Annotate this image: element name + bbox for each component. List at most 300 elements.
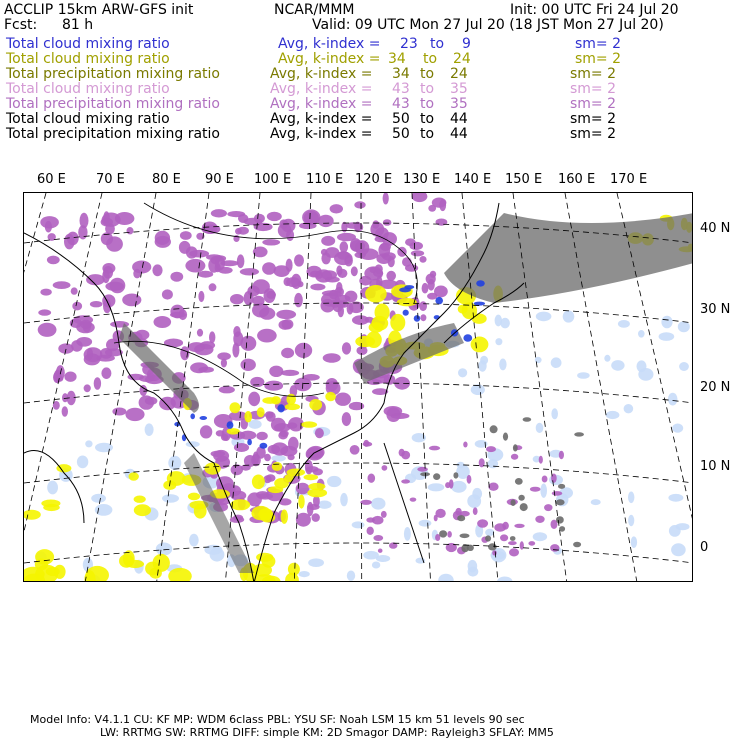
precip-purple-patch [286,259,293,272]
precip-purple-patch [486,446,496,452]
precip-purple-patch [382,465,388,471]
model-info-line2: LW: RRTMG SW: RRTMG DIFF: simple KM: 2D Smagor DAMP: Rayleigh3 SFLAY: MM5 [100,726,554,739]
cloud-blue-patch [247,439,252,445]
precip-purple-patch [234,443,249,452]
precip-purple-patch [53,281,71,289]
cloud-yellow-patch [298,495,304,509]
valid-time: Valid: 09 UTC Mon 27 Jul 20 (18 JST Mon 27 Jul 20) [312,17,664,33]
cloud-yellow-patch [272,462,283,471]
field-smooth: sm= 2 [575,51,622,67]
cloud-lightblue-patch [145,423,154,436]
precip-purple-patch [411,250,424,256]
precip-purple-patch [323,353,341,363]
precip-purple-patch [383,193,389,205]
precip-purple-patch [307,502,314,516]
weather-map [24,193,693,582]
precip-purple-patch [170,272,183,282]
precip-purple-patch [256,432,267,440]
field-k-from: 50 [392,126,410,142]
precip-purple-patch [90,301,103,307]
cloud-lightblue-patch [536,312,552,322]
precip-purple-patch [315,428,324,438]
cloud-lightblue-patch [577,372,590,379]
cloud-blue-patch [200,416,208,420]
precip-purple-patch [409,242,423,250]
cloud-yellow-patch [252,475,265,490]
precip-purple-patch [197,329,203,337]
precip-purple-patch [84,384,91,392]
precip-purple-patch [310,284,325,291]
precip-purple-patch [380,243,391,251]
cloud-blue-patch [414,315,421,322]
field-name: Total cloud mixing ratio [6,111,170,127]
precip-purple-patch [262,262,276,275]
precip-purple-patch [276,310,296,319]
cloud-gray-patch [520,503,528,511]
precip-purple-patch [185,259,205,273]
latitude-line [24,463,693,483]
cloud-lightblue-patch [77,456,88,469]
precip-purple-patch [434,286,448,298]
precip-purple-patch [435,509,445,518]
field-name: Total cloud mixing ratio [6,51,170,67]
forecast-hour: 81 h [62,17,94,33]
field-row [0,37,740,52]
cloud-gray-patch [460,534,470,539]
cloud-lightblue-patch [624,404,634,413]
longitude-label: 170 E [610,172,648,187]
cloud-lightblue-patch [340,493,348,506]
precip-purple-patch [209,283,217,291]
cloud-lightblue-patch [497,577,512,583]
precip-purple-patch [265,411,274,418]
precip-purple-patch [372,516,384,525]
precip-purple-patch [509,548,519,556]
cloud-lightblue-patch [679,362,689,371]
longitude-label: 110 E [306,172,344,187]
cloud-lightblue-patch [271,455,286,461]
precip-purple-patch [162,289,173,299]
cloud-yellow-patch [262,397,278,404]
cloud-lightblue-patch [606,411,620,419]
cloud-yellow-patch [281,510,288,524]
field-k-to: 44 [450,111,468,127]
field-row [0,97,740,112]
precip-purple-patch [375,264,383,273]
cloud-yellow-patch [325,392,336,401]
precip-purple-patch [535,516,544,523]
cloud-yellow-patch [41,500,60,508]
field-k-to: 9 [462,36,471,52]
cloud-lightblue-patch [419,520,432,527]
precip-purple-patch [208,258,219,273]
precip-purple-patch [266,291,276,299]
cloud-lightblue-patch [372,562,380,569]
cloud-lightblue-patch [672,424,683,433]
precip-purple-patch [357,346,368,355]
field-k-to: 24 [450,66,468,82]
longitude-label: 80 E [152,172,181,187]
cloud-yellow-patch [471,337,489,353]
cloud-lightblue-patch [438,574,453,582]
field-smooth: sm= 2 [570,126,617,142]
precip-purple-patch [170,312,186,318]
precip-purple-patch [269,366,283,377]
cloud-blue-patch [434,315,440,319]
cloud-lightblue-patch [671,543,686,556]
precip-purple-patch [405,264,418,272]
precip-purple-patch [488,483,498,491]
precip-purple-patch [350,445,360,455]
cloud-lightblue-patch [604,355,610,362]
precip-purple-patch [426,274,436,285]
cloud-lightblue-patch [563,310,575,322]
field-k-from: 43 [392,96,410,112]
precip-purple-patch [257,493,273,499]
cloud-blue-patch [190,413,195,419]
latitude-label: 10 N [700,459,731,474]
cloud-lightblue-patch [472,488,482,500]
cloud-lightblue-patch [551,408,558,419]
cloud-blue-patch [463,334,472,342]
cloud-yellow-patch [308,483,325,490]
field-to-label: to [420,81,435,97]
cloud-yellow-patch [227,428,240,434]
precip-purple-patch [200,425,212,438]
field-name: Total precipitation mixing ratio [6,96,220,112]
precip-purple-patch [552,491,563,496]
cloud-gray-patch [433,473,440,480]
precip-purple-patch [318,215,334,227]
field-smooth: sm= 2 [575,36,622,52]
precip-purple-patch [494,523,506,531]
cloud-lightblue-patch [480,356,488,365]
cloud-lightblue-patch [85,440,92,447]
precip-purple-patch [198,271,213,278]
precip-purple-patch [351,266,358,276]
cloud-yellow-patch [286,394,296,405]
precip-purple-patch [429,446,440,451]
precip-purple-patch [254,223,273,231]
precip-purple-patch [467,475,472,484]
precip-purple-patch [211,209,227,217]
precip-purple-patch [194,344,213,356]
precip-purple-patch [330,300,340,308]
precip-purple-patch [349,402,364,410]
cloud-lightblue-patch [168,456,181,470]
cloud-gray-patch [511,499,516,506]
field-to-label: to [423,51,438,67]
field-to-label: to [430,36,445,52]
cloud-gray-patch [574,432,584,436]
field-avg: Avg, k-index = [270,66,373,82]
latitude-label: 0 [700,540,709,555]
precip-purple-patch [238,214,248,223]
precip-purple-patch [40,216,59,228]
field-avg: Avg, k-index = [270,81,373,97]
field-k-to: 35 [450,81,468,97]
precip-purple-patch [304,211,319,225]
cloud-lightblue-patch [471,384,485,395]
precip-purple-patch [101,367,111,379]
longitude-label: 160 E [558,172,596,187]
plot-title: ACCLIP 15km ARW-GFS init [4,2,194,18]
precip-purple-patch [94,377,101,390]
precip-purple-patch [445,482,450,488]
precip-purple-patch [267,212,282,221]
cloud-blue-patch [227,421,234,429]
precip-purple-patch [325,247,339,258]
longitude-label: 70 E [96,172,125,187]
precip-purple-patch [84,353,101,365]
precip-purple-patch [72,302,82,311]
cloud-lightblue-patch [95,504,113,516]
cloud-gray-patch [457,515,465,521]
field-name: Total cloud mixing ratio [6,36,170,52]
precip-purple-patch [514,524,524,528]
precip-purple-patch [313,468,323,475]
precip-purple-patch [155,236,171,248]
field-row [0,67,740,82]
cloud-gray-patch [573,542,581,548]
precip-purple-patch [550,544,559,552]
precip-purple-patch [264,381,283,391]
field-avg: Avg, k-index = [278,36,381,52]
cloud-gray-patch [453,472,458,478]
cloud-yellow-patch [365,285,387,303]
precip-purple-patch [64,372,76,382]
precip-purple-patch [281,370,299,376]
cloud-lightblue-patch [327,476,341,487]
precip-purple-patch [530,487,541,492]
precip-purple-patch [262,239,280,245]
precip-purple-patch [40,289,51,296]
cloud-lightblue-patch [371,498,385,510]
cloud-lightblue-patch [628,492,634,504]
precip-purple-patch [352,315,369,325]
field-smooth: sm= 2 [570,111,617,127]
precip-purple-patch [232,343,239,358]
latitude-line [24,383,693,403]
precip-purple-patch [154,316,172,328]
cloud-lightblue-patch [628,515,634,526]
cloud-lightblue-patch [162,494,179,503]
cloud-lightblue-patch [591,499,601,505]
precip-purple-patch [240,268,259,275]
cloud-lightblue-patch [347,571,355,581]
precip-purple-patch [244,291,254,305]
cloud-blue-patch [476,280,485,286]
cloud-lightblue-patch [638,368,653,381]
precip-purple-patch [106,339,119,352]
precip-purple-patch [198,291,204,302]
cloud-gray-patch [503,433,508,441]
cloud-lightblue-patch [678,321,690,332]
cloud-blue-patch [404,285,414,289]
longitude-label: 140 E [454,172,492,187]
field-k-from: 43 [392,81,410,97]
cloud-yellow-patch [472,314,487,324]
precip-purple-patch [250,377,264,387]
precip-purple-patch [110,278,126,293]
cloud-lightblue-patch [363,551,379,560]
model-info-line1: Model Info: V4.1.1 CU: KF MP: WDM 6class PBL: YSU SF: Noah LSM 15 km 51 levels 90 sec [30,713,525,726]
field-row [0,82,740,97]
precip-purple-patch [125,408,144,421]
cloud-lightblue-patch [47,481,58,495]
cloud-lightblue-patch [551,357,562,368]
cloud-yellow-patch [397,298,417,306]
cloud-gray-patch [518,495,524,501]
cloud-gray-patch [523,417,532,422]
precip-purple-patch [282,319,294,329]
cloud-yellow-patch [268,486,283,493]
field-to-label: to [420,66,435,82]
cloud-yellow-patch [301,421,317,427]
precip-purple-patch [372,220,379,228]
precip-purple-patch [363,442,373,447]
longitude-label: 90 E [205,172,234,187]
cloud-lightblue-patch [661,316,672,329]
cloud-gray-patch [513,444,518,451]
precip-purple-patch [38,309,51,315]
precip-purple-patch [447,531,452,538]
precip-purple-patch [294,293,303,307]
precip-purple-patch [500,534,508,541]
precip-purple-patch [219,386,235,393]
precip-purple-patch [347,303,354,315]
precip-purple-patch [189,250,209,258]
cloud-lightblue-patch [533,532,547,541]
precip-purple-patch [73,315,93,324]
precip-purple-patch [180,346,189,360]
cloud-gray-patch [556,499,565,505]
precip-purple-patch [422,283,429,294]
cloud-blue-patch [277,404,284,412]
field-k-from: 50 [392,111,410,127]
field-row [0,112,740,127]
precip-purple-patch [237,254,245,268]
cloud-yellow-patch [390,314,405,331]
cloud-lightblue-patch [210,548,225,562]
precip-purple-patch [381,511,387,518]
cloud-gray-band [354,323,464,383]
field-to-label: to [420,96,435,112]
field-to-label: to [420,111,435,127]
field-avg: Avg, k-index = [270,111,373,127]
precip-purple-patch [76,337,92,347]
precip-purple-patch [127,227,134,234]
precip-purple-patch [337,251,350,260]
precip-purple-patch [312,513,320,522]
precip-purple-patch [112,408,126,416]
longitude-label: 100 E [254,172,292,187]
precip-purple-patch [354,201,365,208]
precip-purple-patch [220,260,238,266]
field-to-label: to [420,126,435,142]
precip-purple-patch [373,535,383,541]
field-name: Total precipitation mixing ratio [6,126,220,142]
cloud-yellow-patch [230,402,241,413]
cloud-yellow-patch [258,508,273,520]
precip-purple-patch [368,474,376,483]
precip-purple-patch [419,301,427,311]
cloud-yellow-patch [366,331,382,348]
cloud-lightblue-patch [668,393,678,406]
precip-purple-patch [528,541,535,546]
field-k-to: 35 [450,96,468,112]
cloud-gray-patch [515,478,523,485]
cloud-yellow-patch [188,493,200,501]
cloud-lightblue-patch [91,494,106,503]
precip-purple-patch [38,323,57,337]
precip-purple-patch [417,467,428,472]
cloud-yellow-patch [256,553,273,562]
cloud-lightblue-patch [611,360,624,371]
precip-purple-patch [386,271,396,281]
forecast-label: Fcst: [4,17,38,33]
field-k-from: 34 [388,51,406,67]
cloud-lightblue-patch [499,359,506,371]
precip-purple-patch [217,352,231,360]
precip-purple-patch [147,373,155,379]
cloud-blue-patch [260,443,268,449]
field-k-from: 34 [392,66,410,82]
cloud-yellow-patch [129,472,139,481]
precip-purple-patch [473,507,478,515]
precip-purple-patch [103,266,113,279]
precip-purple-patch [384,406,403,416]
cloud-lightblue-patch [495,315,502,327]
precip-purple-patch [350,238,361,251]
precip-purple-patch [254,214,265,223]
cloud-lightblue-patch [618,320,630,328]
precip-purple-patch [360,500,372,505]
precip-purple-patch [71,287,78,294]
cloud-yellow-patch [54,565,66,579]
cloud-yellow-patch [24,510,41,520]
precip-purple-patch [252,279,270,294]
precip-purple-patch [164,339,183,348]
precip-purple-patch [342,342,351,354]
precip-purple-patch [198,367,214,373]
precip-purple-patch [432,198,447,208]
precip-purple-patch [382,252,396,260]
precip-purple-patch [47,256,60,265]
field-row [0,52,740,67]
precip-purple-patch [287,422,297,428]
cloud-lightblue-patch [638,330,645,338]
cloud-lightblue-patch [485,529,494,536]
precip-purple-patch [235,228,242,235]
precip-purple-patch [539,456,543,464]
init-time: Init: 00 UTC Fri 24 Jul 20 [510,2,679,18]
field-name: Total cloud mixing ratio [6,81,170,97]
precip-purple-patch [355,252,366,258]
cloud-gray-patch [556,516,564,523]
cloud-yellow-patch [230,499,250,510]
cloud-lightblue-patch [308,558,324,567]
cloud-lightblue-patch [540,484,547,498]
cloud-gray-patch [439,530,447,537]
precip-purple-patch [383,219,392,226]
precip-purple-patch [133,269,141,279]
field-avg: Avg, k-index = [278,51,381,67]
cloud-yellow-patch [126,560,144,568]
cloud-lightblue-patch [495,338,502,345]
cloud-lightblue-patch [428,483,445,491]
longitude-label: 60 E [37,172,66,187]
